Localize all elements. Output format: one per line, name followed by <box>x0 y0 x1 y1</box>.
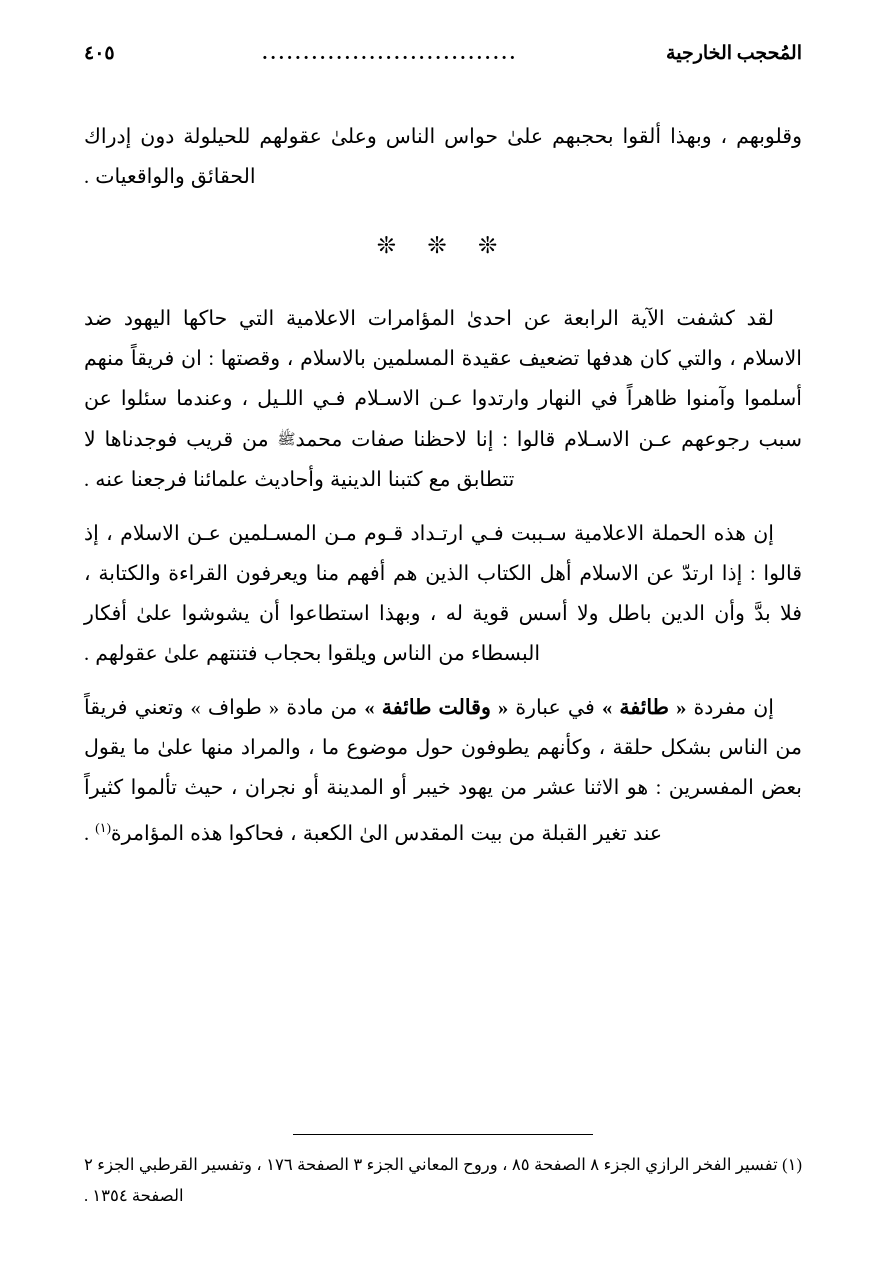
paragraph-two <box>84 299 802 500</box>
paragraph-two-part-a: لقد كشفت الآية الرابعة عن احدىٰ المؤامرات الاعلامية التي حاكها اليهود ضد الاسلام ، والتي كان هدفها تضعيف عقيدة المسلمين بالاسلام ، وقصتها : ان فريقاً منهم أسلموا وآمنوا ظاهراً في النهار وارتدوا عـن الاسـلام فـي اللـيل ، وعندما سئلوا عن سبب رجوعهم عـن الاسـلام قالوا : إنا لاحظنا صفات محمد <box>84 308 802 451</box>
body-text <box>84 117 802 854</box>
running-header <box>84 42 802 65</box>
footnote-separator <box>84 1134 802 1149</box>
page-number: ٤٠٥ <box>84 43 115 64</box>
paragraph-four-part-b: في عبارة <box>508 697 602 719</box>
ornament-divider: ❊ ❊ ❊ <box>376 233 510 259</box>
header-dot-leader: ............................... <box>262 43 519 64</box>
paragraph-four-part-c: من مادة « طواف » وتعني فريقاً من الناس بشكل حلقة ، وكأنهم يطوفون حول موضوع ما ، والمراد منها علىٰ ما يقول بعض المفسرين : هو الاثنا عشر من يهود خيبر أو المدينة أو نجران ، حيث تألموا كثيراً عند تغير القبلة من بيت المقدس الىٰ الكعبة ، فحاكوا هذه المؤامرة <box>84 697 802 845</box>
paragraph-two-part-b: من قريب فوجدناها لا تتطابق مع كتبنا الدينية وأحاديث علمائنا فرجعنا عنه . <box>84 429 515 491</box>
paragraph-four-part-d: . <box>84 822 96 845</box>
footnote-area <box>84 1134 802 1211</box>
footnote-text: (١) تفسير الفخر الرازي الجزء ٨ الصفحة ٨٥ ، وروح المعاني الجزء ٣ الصفحة ١٧٦ ، وتفسير القرطبي الجزء ٢ الصفحة ١٣٥٤ . <box>84 1155 802 1205</box>
paragraph-four <box>84 688 802 854</box>
paragraph-four-part-a: إن مفردة <box>686 697 774 719</box>
paragraph-continuation: وقلوبهم ، وبهذا ألقوا بحجبهم علىٰ حواس الناس وعلىٰ عقولهم للحيلولة دون إدراك الحقائق والواقعيات . <box>84 126 802 188</box>
paragraph-three: إن هذه الحملة الاعلامية سـببت فـي ارتـداد قـوم مـن المسـلمين عـن الاسلام ، إذ قالوا : إذا ارتدّ عن الاسلام أهل الكتاب الذين هم أفهم منا ويعرفون القراءة والكتابة ، فلا بدَّ وأن الدين باطل ولا أسس قوية له ، وبهذا استطاعوا أن يشوشوا علىٰ أفكار البسطاء من الناس ويلقوا بحجاب فتنتهم علىٰ عقولهم . <box>84 523 802 665</box>
footnote-marker[interactable]: (١) <box>95 820 111 835</box>
term-taifa: « طائفة » <box>601 697 687 719</box>
salutation-icon: ﷺ <box>277 430 296 448</box>
header-chapter-title: المُحجب الخارجية <box>666 43 802 64</box>
quote-waqalat-taifa: « وقالت طائفة » <box>364 697 509 719</box>
